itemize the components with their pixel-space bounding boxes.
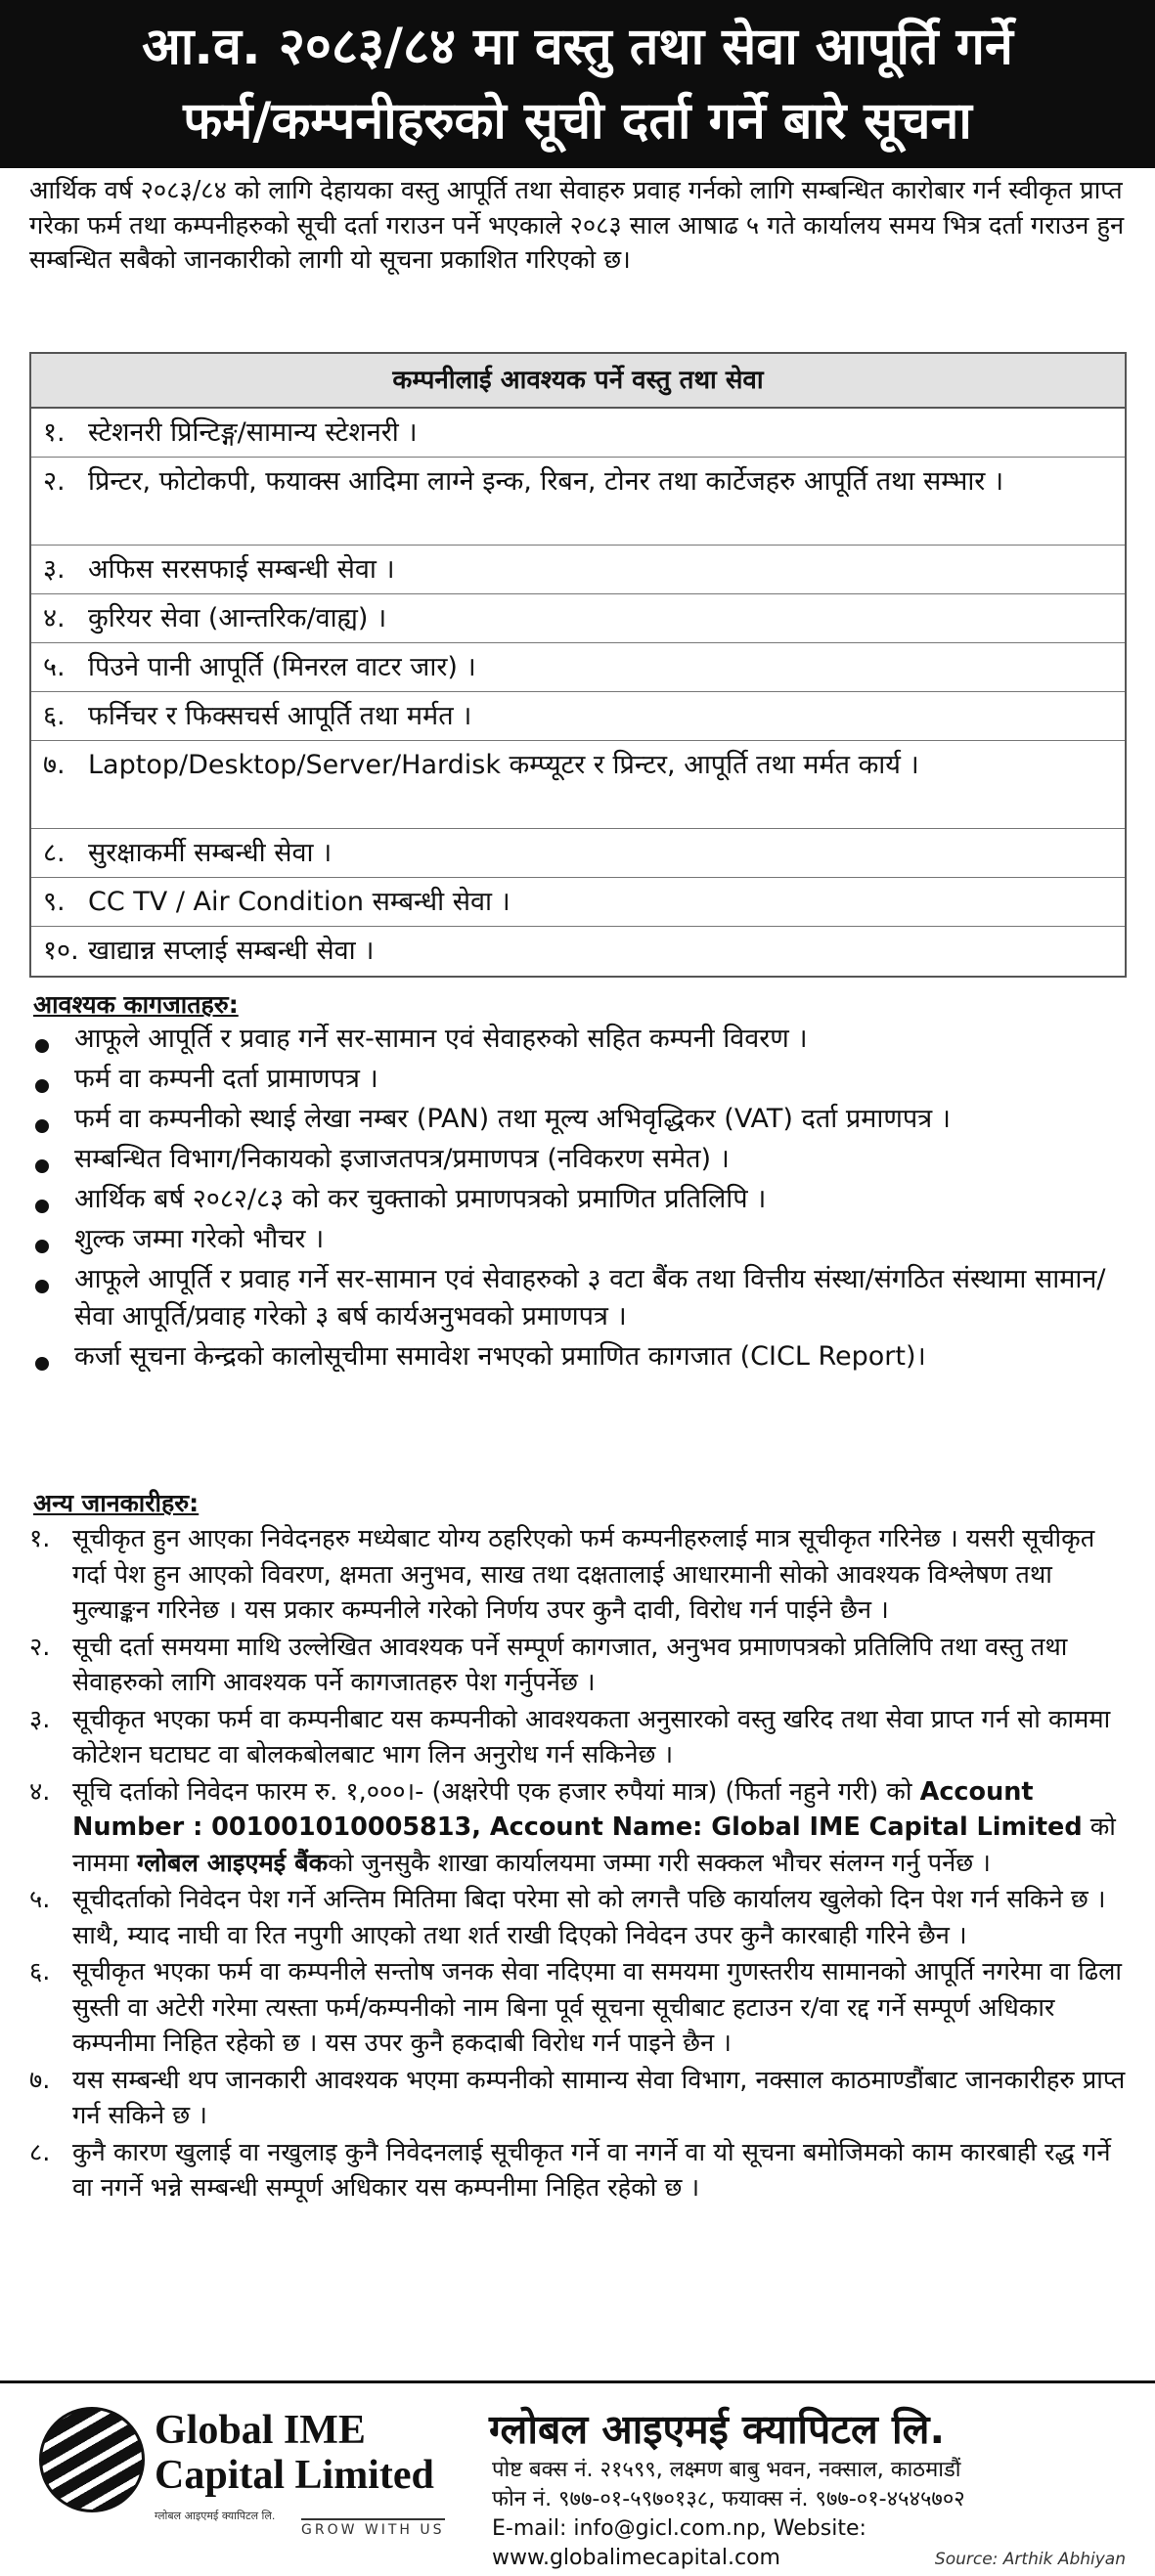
service-text: पिउने पानी आपूर्ति (मिनरल वाटर जार) ।: [88, 652, 476, 682]
notice-title-line1: आ.व. २०८३/८४ मा वस्तु तथा सेवा आपूर्ति गर्ने: [142, 18, 1013, 76]
info-text: कुनै कारण खुलाई वा नखुलाइ कुनै निवेदनलाई सूचीकृत गर्ने वा नगर्ने वा यो सूचना बमोजिमको काम कारबाही रद्ध गर्ने वा नगर्ने भन्ने सम्बन्धी सम्पूर्ण अधिकार यस कम्पनीमा निहित रहेको छ ।: [72, 2137, 1111, 2203]
service-number: ८.: [43, 838, 66, 868]
service-text: प्रिन्टर, फोटोकपी, फयाक्स आदिमा लाग्ने इन्क, रिबन, टोनर तथा कार्टेजहरु आपूर्ति तथा सम्भार ।: [88, 466, 1004, 497]
bullet-icon: [35, 1200, 49, 1213]
logo-text-line1: Global IME: [155, 2408, 366, 2453]
document-text: सम्बन्धित विभाग/निकायको इजाजतपत्र/प्रमाणपत्र (नविकरण समेत) ।: [74, 1144, 730, 1174]
service-number: ७.: [43, 750, 66, 780]
document-item: [29, 1101, 1133, 1138]
company-address: पोष्ट बक्स नं. २१५९९, लक्ष्मण बाबु भवन, नक्साल, काठमाडौं: [492, 2458, 961, 2482]
info-text-mid: को नाममा: [72, 1812, 1116, 1878]
service-text: कुरियर सेवा (आन्तरिक/वाह्य) ।: [88, 603, 387, 633]
service-row: [31, 546, 1125, 594]
service-row: [31, 927, 1125, 976]
bullet-icon: [35, 1039, 49, 1053]
info-text: सूचीकृत हुन आएका निवेदनहरु मध्येबाट योग्य ठहरिएको फर्म कम्पनीहरुलाई मात्र सूचीकृत गरिनेछ । यसरी सूचीकृत गर्दा पेश हुन आएको विवरण, क्षमता अनुभव, साख तथा दक्षतालाई आधारमानी सोको आवश्यक विश्लेषण तथा मुल्याङ्कन गरिनेछ । यस प्रकार कम्पनीले गरेको निर्णय उपर कुनै दावी, विरोध गर्न पाईने छैन ।: [72, 1524, 1095, 1625]
notice-title-line2: फर्म/कम्पनीहरुको सूची दर्ता गर्ने बारे सूचना: [183, 92, 972, 151]
document-item: [29, 1221, 1133, 1258]
bullet-icon: [35, 1240, 49, 1253]
service-number: १.: [43, 417, 66, 448]
service-number: २.: [43, 466, 66, 497]
info-text: सूचीकृत भएका फर्म वा कम्पनीबाट यस कम्पनीको आवश्यकता अनुसारको वस्तु खरिद तथा सेवा प्राप्त गर्न सो काममा कोटेशन घटाघट वा बोलकबोलबाट भाग लिन अनुरोध गर्न सकिनेछ ।: [72, 1704, 1111, 1769]
document-text: शुल्क जम्मा गरेको भौचर ।: [74, 1224, 325, 1254]
document-text: कर्जा सूचना केन्द्रको कालोसूचीमा समावेश नभएको प्रमाणित कागजात (CICL Report)।: [74, 1341, 926, 1372]
info-item: [29, 1954, 1133, 2062]
info-number: ५.: [29, 1885, 51, 1914]
document-item: [29, 1181, 1133, 1218]
service-row: [31, 741, 1125, 829]
service-text: खाद्यान्न सप्लाई सम्बन्धी सेवा ।: [88, 936, 375, 966]
document-item: [29, 1338, 1133, 1375]
service-text: Laptop/Desktop/Server/Hardisk कम्प्यूटर र प्रिन्टर, आपूर्ति तथा मर्मत कार्य ।: [88, 750, 919, 780]
logo-subtext: ग्लोबल आइएमई क्यापिटल लि.: [155, 2510, 276, 2522]
logo-tagline: GROW WITH US: [301, 2518, 445, 2538]
company-phone: फोन नं. ९७७-०१-५९७०१३८, फयाक्स नं. ९७७-०१-४५४५७०२: [492, 2487, 965, 2511]
info-number: ४.: [29, 1776, 51, 1807]
info-text: सूचीदर्ताको निवेदन पेश गर्ने अन्तिम मितिमा बिदा परेमा सो को लगत्तै पछि कार्यालय खुलेको दिन पेश गर्न सकिने छ । साथै, म्याद नाघी वा रित नपुगी आएको तथा शर्त राखी दिएको निवेदन उपर कुनै कारबाही गरिने छैन ।: [72, 1885, 1106, 1950]
documents-heading: आवश्यक कागजातहरु:: [33, 990, 239, 1019]
documents-list: [29, 1021, 1133, 1378]
company-name-nepali: ग्लोबल आइएमई क्यापिटल लि.: [489, 2406, 946, 2453]
service-number: १०.: [43, 936, 79, 966]
info-text: सूचि दर्ताको निवेदन फारम रु. १,०००।- (अक्षरेपी एक हजार रुपैयां मात्र) (फिर्ता नहुने गरी) को: [72, 1776, 912, 1807]
services-table-header: कम्पनीलाई आवश्यक पर्ने वस्तु तथा सेवा: [31, 354, 1125, 409]
info-item: [29, 1702, 1133, 1773]
source-credit: Source: Arthik Abhiyan: [934, 2550, 1126, 2569]
service-row: [31, 878, 1125, 927]
service-text: फर्निचर र फिक्सचर्स आपूर्ति तथा मर्मत ।: [88, 701, 472, 731]
service-text: स्टेशनरी प्रिन्टिङ्ग/सामान्य स्टेशनरी ।: [88, 417, 418, 448]
info-item: [29, 2063, 1133, 2134]
info-number: १.: [29, 1524, 51, 1553]
bullet-icon: [35, 1119, 49, 1133]
document-item: [29, 1141, 1133, 1178]
service-row: [31, 409, 1125, 458]
info-text: सूची दर्ता समयमा माथि उल्लेखित आवश्यक पर्ने सम्पूर्ण कागजात, अनुभव प्रमाणपत्रको प्रतिलिपि तथा वस्तु तथा सेवाहरुको लागि आवश्यक पर्ने कागजातहरु पेश गर्नुपर्नेछ ।: [72, 1632, 1068, 1697]
service-number: ४.: [43, 603, 66, 633]
service-number: ९.: [43, 887, 66, 917]
info-number: ६.: [29, 1957, 51, 1987]
info-number: ३.: [29, 1704, 51, 1734]
service-row: [31, 594, 1125, 643]
info-number: ७.: [29, 2065, 51, 2095]
service-row: [31, 643, 1125, 692]
service-row: [31, 458, 1125, 546]
document-text: आर्थिक बर्ष २०८२/८३ को कर चुक्ताको प्रमाणपत्रको प्रमाणित प्रतिलिपि ।: [74, 1184, 767, 1214]
intro-paragraph: आर्थिक वर्ष २०८३/८४ को लागि देहायका वस्तु आपूर्ति तथा सेवाहरु प्रवाह गर्नको लागि सम्बन्धित कारोबार गर्न स्वीकृत प्राप्त गरेका फर्म तथा कम्पनीहरुको सूची दर्ता गराउन पर्ने भएकाले २०८३ साल आषाढ ५ गते कार्यालय समय भित्र दर्ता गराउन हुन सम्बन्धित सबैको जानकारीको लागी यो सूचना प्रकाशित गरिएको छ।: [29, 176, 1125, 275]
service-number: ५.: [43, 652, 66, 682]
info-item: [29, 1521, 1133, 1629]
service-text: CC TV / Air Condition सम्बन्धी सेवा ।: [88, 887, 511, 917]
info-text-account: [72, 1774, 1133, 1882]
info-text-tail: को जुनसुकै शाखा कार्यालयमा जम्मा गरी सक्कल भौचर संलग्न गर्नु पर्नेछ ।: [328, 1848, 991, 1878]
service-text: अफिस सरसफाई सम्बन्धी सेवा ।: [88, 554, 395, 585]
document-text: आफूले आपूर्ति र प्रवाह गर्ने सर-सामान एवं सेवाहरुको सहित कम्पनी विवरण ।: [74, 1024, 808, 1054]
bank-name: ग्लोबल आइएमई बैंक: [136, 1848, 329, 1878]
services-table: [29, 352, 1127, 978]
document-text: आफूले आपूर्ति र प्रवाह गर्ने सर-सामान एवं सेवाहरुको ३ वटा बैंक तथा वित्तीय संस्था/संगठित संस्थामा सामान/सेवा आपूर्ति/प्रवाह गरेको ३ बर्ष कार्यअनुभवको प्रमाणपत्र ।: [74, 1264, 1106, 1332]
account-details: Account Number : 001001010005813, Account Name: Global IME Capital Limited: [72, 1776, 1083, 1842]
logo-text-line2: Capital Limited: [155, 2453, 434, 2498]
info-number: ८.: [29, 2137, 51, 2167]
info-item: [29, 2135, 1133, 2206]
bullet-icon: [35, 1079, 49, 1093]
info-item: [29, 1882, 1133, 1953]
document-item: [29, 1261, 1133, 1335]
bullet-icon: [35, 1159, 49, 1173]
info-number: २.: [29, 1632, 51, 1662]
document-text: फर्म वा कम्पनीको स्थाई लेखा नम्बर (PAN) तथा मूल्य अभिवृद्धिकर (VAT) दर्ता प्रमाणपत्र ।: [74, 1104, 951, 1134]
service-number: ६.: [43, 701, 66, 731]
notice-header: [0, 0, 1155, 168]
service-row: [31, 692, 1125, 741]
info-text: यस सम्बन्धी थप जानकारी आवश्यक भएमा कम्पनीको सामान्य सेवा विभाग, नक्साल काठमाण्डौंबाट जानकारीहरु प्राप्त गर्न सकिने छ ।: [72, 2065, 1126, 2130]
other-info-heading: अन्य जानकारीहरु:: [33, 1489, 200, 1517]
footer: [0, 2380, 1155, 2569]
document-item: [29, 1021, 1133, 1058]
service-text: सुरक्षाकर्मी सम्बन्धी सेवा ।: [88, 838, 333, 868]
info-item: [29, 1630, 1133, 1701]
info-item: [29, 1774, 1133, 1882]
document-text: फर्म वा कम्पनी दर्ता प्रामाणपत्र ।: [74, 1064, 378, 1094]
service-number: ३.: [43, 554, 66, 585]
document-item: [29, 1061, 1133, 1098]
bullet-icon: [35, 1280, 49, 1293]
globe-logo-icon: [39, 2407, 145, 2512]
bullet-icon: [35, 1357, 49, 1371]
other-info-list: [29, 1521, 1133, 2207]
info-text: सूचीकृत भएका फर्म वा कम्पनीले सन्तोष जनक सेवा नदिएमा वा समयमा गुणस्तरीय सामानको आपूर्ति नगरेमा वा ढिला सुस्ती वा अटेरी गरेमा त्यस्ता फर्म/कम्पनीको नाम बिना पूर्व सूचना सूचीबाट हटाउन र/वा रद्द गर्ने सम्पूर्ण अधिकार कम्पनीमा निहित रहेको छ । यस उपर कुनै हकदाबी विरोध गर्न पाइने छैन ।: [72, 1957, 1123, 2058]
company-web: E-mail: info@gicl.com.np, Website: www.globalimecapital.com: [492, 2516, 866, 2570]
service-row: [31, 829, 1125, 878]
